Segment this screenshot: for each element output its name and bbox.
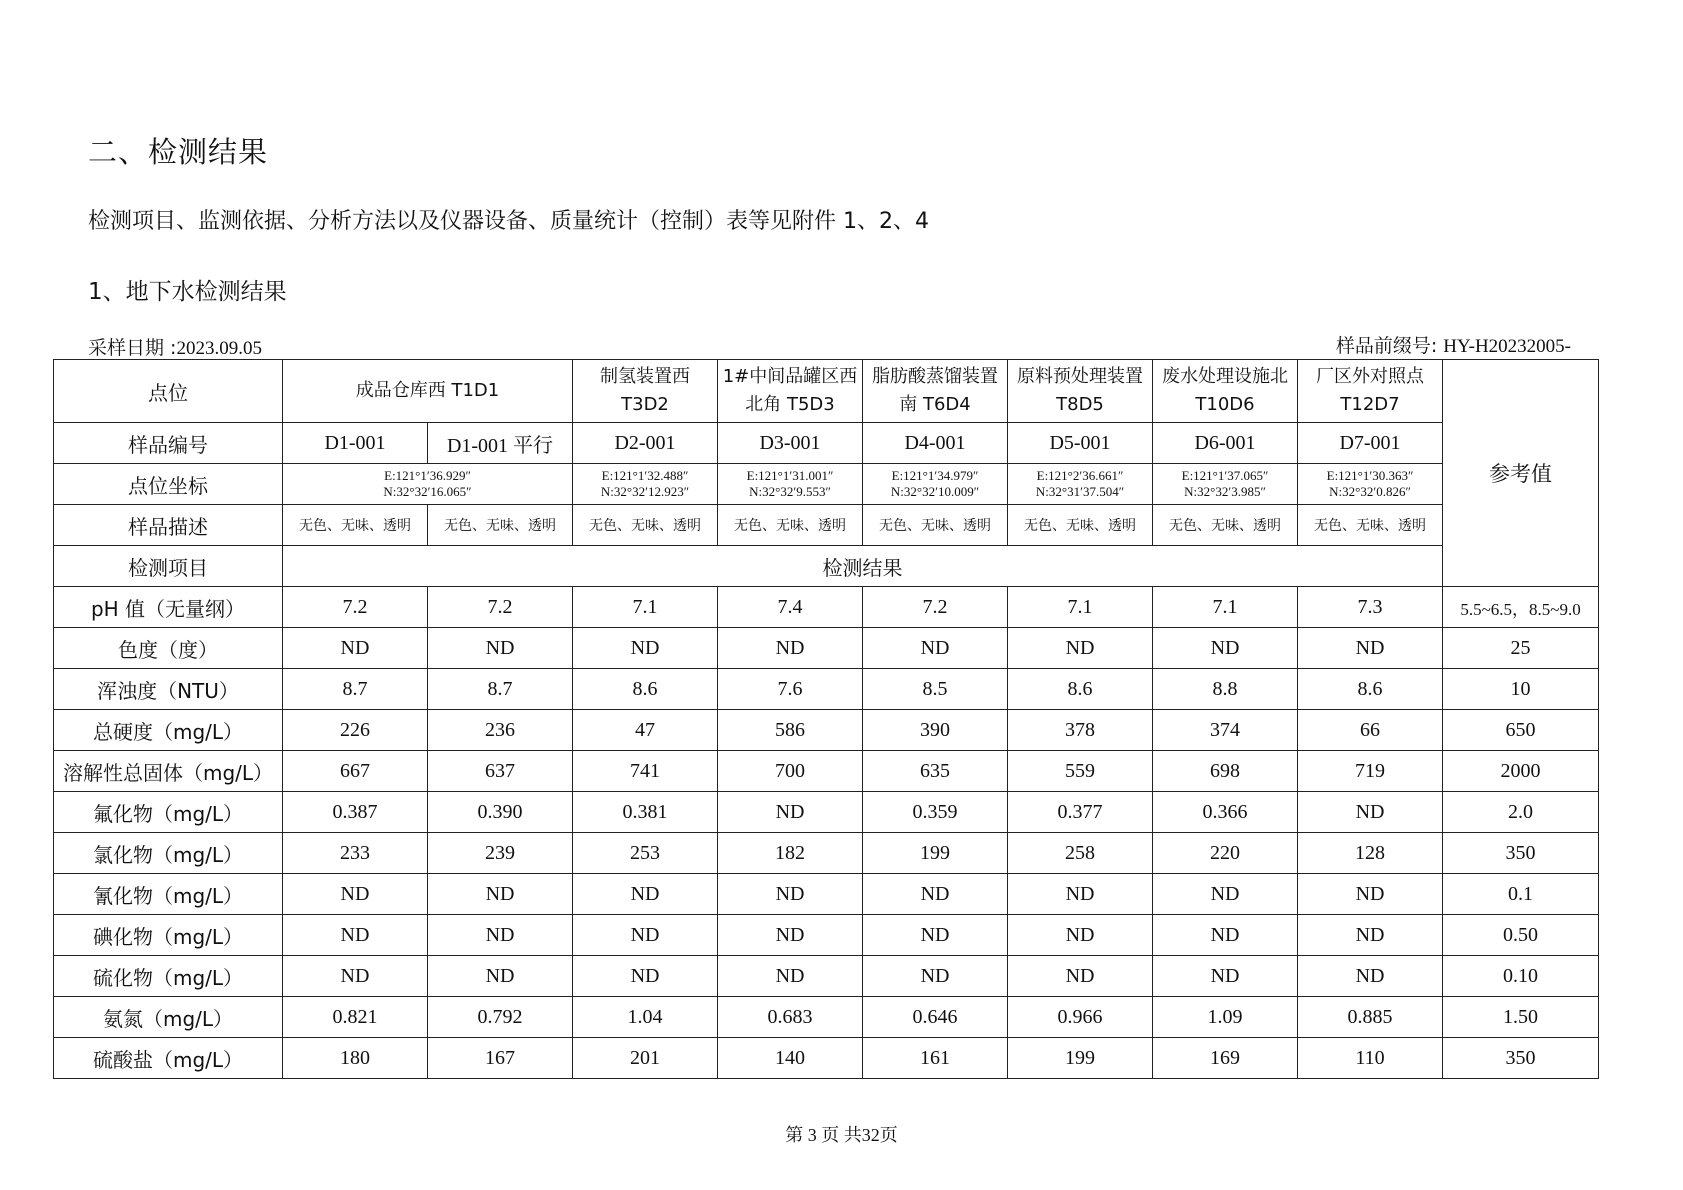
reference-value: 0.10 — [1443, 956, 1599, 997]
coord-north: N:32°32′10.009″ — [890, 484, 980, 499]
result-cell: 7.4 — [718, 587, 863, 628]
table-row-coords — [54, 464, 1599, 505]
result-cell: 140 — [718, 1038, 863, 1079]
sample-prefix-label: 样品前缀号: — [1335, 335, 1438, 357]
sample-description: 无色、无味、透明 — [1298, 505, 1443, 546]
coord-east: E:121°1′31.001″ — [746, 468, 834, 483]
result-cell: 226 — [283, 710, 428, 751]
table-row — [54, 833, 1599, 874]
sampling-date-value: 2023.09.05 — [176, 338, 262, 359]
result-cell: 180 — [283, 1038, 428, 1079]
result-cell: 374 — [1153, 710, 1298, 751]
coord-east: E:121°2′36.661″ — [1036, 468, 1124, 483]
test-item-label: 碘化物（mg/L） — [54, 915, 283, 956]
site-name: 脂肪酸蒸馏装置南 T6D4 — [863, 360, 1008, 423]
table-row-item-header — [54, 546, 1599, 587]
sample-id: D1-001 平行 — [428, 423, 573, 464]
result-cell: ND — [1008, 874, 1153, 915]
result-cell: 0.377 — [1008, 792, 1153, 833]
result-cell: ND — [718, 792, 863, 833]
result-cell: 637 — [428, 751, 573, 792]
site-name: 成品仓库西 T1D1 — [283, 360, 573, 423]
reference-value: 2.0 — [1443, 792, 1599, 833]
result-cell: ND — [283, 874, 428, 915]
table-row — [54, 874, 1599, 915]
site-coordinates — [1153, 464, 1298, 505]
section-heading: 二、检测结果 — [88, 135, 269, 169]
groundwater-results-table — [53, 359, 1599, 1079]
result-cell: 167 — [428, 1038, 573, 1079]
sample-prefix-value: HY-H20232005- — [1443, 336, 1571, 357]
sample-description: 无色、无味、透明 — [283, 505, 428, 546]
table-row — [54, 997, 1599, 1038]
result-cell: 199 — [863, 833, 1008, 874]
result-cell: 0.646 — [863, 997, 1008, 1038]
sample-id: D7-001 — [1298, 423, 1443, 464]
result-cell: 741 — [573, 751, 718, 792]
coord-north: N:32°32′0.826″ — [1329, 484, 1411, 499]
coord-north: N:32°32′12.923″ — [600, 484, 690, 499]
test-item-label: 氟化物（mg/L） — [54, 792, 283, 833]
result-cell: ND — [718, 956, 863, 997]
result-cell: 8.6 — [1298, 669, 1443, 710]
result-cell: 236 — [428, 710, 573, 751]
result-cell: 220 — [1153, 833, 1298, 874]
sample-description: 无色、无味、透明 — [1008, 505, 1153, 546]
reference-value: 5.5~6.5，8.5~9.0 — [1443, 587, 1599, 628]
reference-value: 0.50 — [1443, 915, 1599, 956]
result-cell: 239 — [428, 833, 573, 874]
test-item-label: 溶解性总固体（mg/L） — [54, 751, 283, 792]
result-cell: 7.2 — [863, 587, 1008, 628]
result-cell: ND — [573, 874, 718, 915]
result-cell: 1.04 — [573, 997, 718, 1038]
result-cell: 7.1 — [573, 587, 718, 628]
result-cell: 700 — [718, 751, 863, 792]
result-cell: ND — [863, 628, 1008, 669]
result-cell: 199 — [1008, 1038, 1153, 1079]
result-cell: 667 — [283, 751, 428, 792]
result-cell: ND — [718, 915, 863, 956]
result-cell: 0.885 — [1298, 997, 1443, 1038]
result-cell: ND — [1298, 874, 1443, 915]
result-cell: 0.683 — [718, 997, 863, 1038]
table-row — [54, 587, 1599, 628]
result-cell: 7.2 — [283, 587, 428, 628]
result-cell: ND — [573, 628, 718, 669]
site-coordinates — [718, 464, 863, 505]
reference-value: 10 — [1443, 669, 1599, 710]
site-name: 制氢装置西 T3D2 — [573, 360, 718, 423]
table-row — [54, 751, 1599, 792]
result-cell: 698 — [1153, 751, 1298, 792]
result-cell: ND — [863, 874, 1008, 915]
sample-id: D3-001 — [718, 423, 863, 464]
table-row — [54, 1038, 1599, 1079]
result-cell: ND — [283, 628, 428, 669]
row-label-description: 样品描述 — [54, 505, 283, 546]
result-cell: ND — [863, 915, 1008, 956]
table-row — [54, 792, 1599, 833]
result-cell: 390 — [863, 710, 1008, 751]
result-header: 检测结果 — [283, 546, 1443, 587]
result-cell: ND — [1298, 792, 1443, 833]
row-label-item: 检测项目 — [54, 546, 283, 587]
reference-value: 1.50 — [1443, 997, 1599, 1038]
result-cell: ND — [1153, 628, 1298, 669]
table-row — [54, 956, 1599, 997]
result-cell: ND — [863, 956, 1008, 997]
table-row — [54, 710, 1599, 751]
row-label-sample-id: 样品编号 — [54, 423, 283, 464]
result-cell: ND — [1008, 915, 1153, 956]
result-cell: 0.387 — [283, 792, 428, 833]
result-cell: 8.5 — [863, 669, 1008, 710]
site-coordinates — [863, 464, 1008, 505]
site-coordinates — [283, 464, 573, 505]
reference-header: 参考值 — [1443, 360, 1599, 587]
row-label-coords: 点位坐标 — [54, 464, 283, 505]
result-cell: 169 — [1153, 1038, 1298, 1079]
result-cell: 8.8 — [1153, 669, 1298, 710]
result-cell: 182 — [718, 833, 863, 874]
test-item-label: 浑浊度（NTU） — [54, 669, 283, 710]
result-cell: 635 — [863, 751, 1008, 792]
result-cell: ND — [1153, 874, 1298, 915]
result-cell: 66 — [1298, 710, 1443, 751]
page-footer: 第 3 页 共32页 — [785, 1125, 898, 1145]
result-cell: ND — [1298, 956, 1443, 997]
result-cell: 7.3 — [1298, 587, 1443, 628]
coord-north: N:32°32′3.985″ — [1184, 484, 1266, 499]
result-cell: 378 — [1008, 710, 1153, 751]
sample-id: D1-001 — [283, 423, 428, 464]
result-cell: 161 — [863, 1038, 1008, 1079]
result-cell: 0.366 — [1153, 792, 1298, 833]
table-row-description — [54, 505, 1599, 546]
result-cell: 0.821 — [283, 997, 428, 1038]
reference-value: 25 — [1443, 628, 1599, 669]
result-cell: ND — [1298, 915, 1443, 956]
sample-id: D5-001 — [1008, 423, 1153, 464]
sample-id: D4-001 — [863, 423, 1008, 464]
result-cell: ND — [1153, 956, 1298, 997]
result-cell: 0.381 — [573, 792, 718, 833]
result-cell: 8.6 — [1008, 669, 1153, 710]
result-cell: ND — [283, 956, 428, 997]
result-cell: 0.359 — [863, 792, 1008, 833]
result-cell: ND — [1298, 628, 1443, 669]
result-cell: 8.7 — [428, 669, 573, 710]
table-row — [54, 915, 1599, 956]
result-cell: ND — [1008, 628, 1153, 669]
result-cell: ND — [428, 874, 573, 915]
result-cell: 719 — [1298, 751, 1443, 792]
result-cell: 1.09 — [1153, 997, 1298, 1038]
result-cell: ND — [283, 915, 428, 956]
coord-east: E:121°1′36.929″ — [384, 468, 471, 483]
reference-value: 0.1 — [1443, 874, 1599, 915]
table-row — [54, 628, 1599, 669]
site-coordinates — [1298, 464, 1443, 505]
sample-description: 无色、无味、透明 — [863, 505, 1008, 546]
result-cell: ND — [428, 956, 573, 997]
sample-description: 无色、无味、透明 — [428, 505, 573, 546]
site-name: 1#中间品罐区西北角 T5D3 — [718, 360, 863, 423]
row-label-point: 点位 — [54, 360, 283, 423]
test-item-label: 硫酸盐（mg/L） — [54, 1038, 283, 1079]
result-cell: 8.6 — [573, 669, 718, 710]
test-item-label: 色度（度） — [54, 628, 283, 669]
sampling-date-label: 采样日期 : — [88, 337, 177, 359]
result-cell: ND — [718, 874, 863, 915]
result-cell: 7.1 — [1008, 587, 1153, 628]
result-cell: ND — [573, 956, 718, 997]
test-item-label: pH 值（无量纲） — [54, 587, 283, 628]
result-cell: 233 — [283, 833, 428, 874]
test-item-label: 氯化物（mg/L） — [54, 833, 283, 874]
result-cell: 0.792 — [428, 997, 573, 1038]
coord-east: E:121°1′32.488″ — [601, 468, 689, 483]
site-coordinates — [1008, 464, 1153, 505]
table-row — [54, 669, 1599, 710]
intro-text: 检测项目、监测依据、分析方法以及仪器设备、质量统计（控制）表等见附件 1、2、4 — [88, 209, 929, 234]
result-cell: ND — [428, 628, 573, 669]
test-item-label: 氨氮（mg/L） — [54, 997, 283, 1038]
site-coordinates — [573, 464, 718, 505]
coord-north: N:32°32′16.065″ — [383, 484, 472, 499]
coord-north: N:32°32′9.553″ — [749, 484, 831, 499]
result-cell: 8.7 — [283, 669, 428, 710]
result-cell: 258 — [1008, 833, 1153, 874]
result-cell: 110 — [1298, 1038, 1443, 1079]
table-row-point — [54, 360, 1599, 423]
table-row-sample-id — [54, 423, 1599, 464]
test-item-label: 氰化物（mg/L） — [54, 874, 283, 915]
result-cell: ND — [718, 628, 863, 669]
sampling-date — [88, 333, 262, 360]
sample-id: D6-001 — [1153, 423, 1298, 464]
sample-prefix — [1336, 331, 1571, 358]
result-cell: 253 — [573, 833, 718, 874]
result-cell: 586 — [718, 710, 863, 751]
sample-id: D2-001 — [573, 423, 718, 464]
result-cell: 0.966 — [1008, 997, 1153, 1038]
sample-description: 无色、无味、透明 — [1153, 505, 1298, 546]
result-cell: 559 — [1008, 751, 1153, 792]
coord-east: E:121°1′37.065″ — [1181, 468, 1269, 483]
result-cell: ND — [428, 915, 573, 956]
reference-value: 650 — [1443, 710, 1599, 751]
site-name: 厂区外对照点 T12D7 — [1298, 360, 1443, 423]
test-item-label: 总硬度（mg/L） — [54, 710, 283, 751]
coord-north: N:32°31′37.504″ — [1035, 484, 1125, 499]
result-cell: 7.6 — [718, 669, 863, 710]
result-cell: ND — [1153, 915, 1298, 956]
sample-description: 无色、无味、透明 — [718, 505, 863, 546]
coord-east: E:121°1′30.363″ — [1326, 468, 1414, 483]
site-name: 废水处理设施北 T10D6 — [1153, 360, 1298, 423]
result-cell: 0.390 — [428, 792, 573, 833]
result-cell: 7.2 — [428, 587, 573, 628]
reference-value: 2000 — [1443, 751, 1599, 792]
reference-value: 350 — [1443, 833, 1599, 874]
sample-description: 无色、无味、透明 — [573, 505, 718, 546]
result-cell: ND — [573, 915, 718, 956]
subsection-heading: 1、地下水检测结果 — [88, 279, 287, 305]
result-cell: 201 — [573, 1038, 718, 1079]
result-cell: 128 — [1298, 833, 1443, 874]
result-cell: 7.1 — [1153, 587, 1298, 628]
result-cell: 47 — [573, 710, 718, 751]
site-name: 原料预处理装置 T8D5 — [1008, 360, 1153, 423]
result-cell: ND — [1008, 956, 1153, 997]
reference-value: 350 — [1443, 1038, 1599, 1079]
coord-east: E:121°1′34.979″ — [891, 468, 979, 483]
test-item-label: 硫化物（mg/L） — [54, 956, 283, 997]
